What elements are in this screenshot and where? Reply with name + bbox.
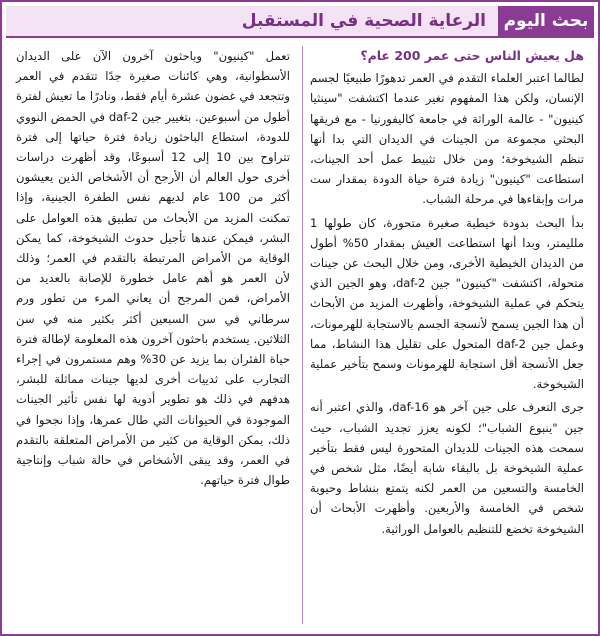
column-divider (302, 46, 303, 624)
paragraph: بدأ البحث بدودة خيطية صغيرة متحورة، كان طولها 1 ملليمتر، وبدا أنها استطاعت العيش بمقدار 50% أطول من الديدان الخيطية الأخرى، ومن خلال البحث عن جينات متحولة، اكتشفت "كينيون" جين daf-2، وهو الجين الذي يتحكم في عملية الشيخوخة، وأظهرت المزيد من الأبحاث أن هذا الجين يسمح لأنسجة الجسم بالاستجابة للهرمونات، وعمل جين daf-2 المتحول على تقليل هذا النشاط، مما جعل الأنسجة أقل استجابة للهرمونات وسمح بتأخير عملية الشيخوخة. (310, 215, 584, 392)
paragraph: تعمل "كينيون" وباحثون آخرون الآن على الديدان الأسطوانية، وهي كائنات صغيرة جدًا تتقدم في العمر وتتجعد في غضون عشرة أيام فقط، ونادرًا ما تعيش لفترة أطول من أسبوعين. بتغيير جين daf-2 في الحمض النووي للدودة، استطاع الباحثون زيادة فترة حياتها إلى فترة تتراوح بين 10 إلى 12 أسبوعًا، وقد أظهرت دراسات أخرى حول العالم أن الأرجح أن الأشخاص الذين يعيشون أكثر من 100 عام لديهم نفس الطفرة الجينية، وإذا تمكنت المزيد من الأبحاث من تطبيق هذه العوامل على البشر، فيمكن عندها تأجيل حدوث الشيخوخة، كما يمكن الوقاية من الأمراض المرتبطة بالتقدم في العمر؛ وذلك لأن العمر هو أهم عامل خطورة للإصابة بالعديد من الأمراض، فمن المرجح أن يعاني المرء من تطور ورم سرطاني في سن السبعين أكثر بكثير منه في سن الثلاثين. يستخدم باحثون آخرون هذه المعلومة لإطالة فترة حياة الفئران بما يزيد عن 30% وهم مستمرون في إجراء التجارب على ثدييات أخرى لديها جينات مماثلة للبشر، هدفهم في ذلك هو تطوير أدوية لها نفس تأثير الجينات الموجودة في الحيوانات التي طال عمرها، وإذا نجحوا في ذلك، يمكن الوقاية من كثير من الأمراض المتعلقة بالتقدم في العمر، وقد يبقى الأشخاص في حالة شباب وإنتاجية طوال فترة حياتهم. (16, 49, 291, 488)
paragraph: جرى التعرف على جين آخر هو daf-16، والذي اعتبر أنه جين "ينبوع الشباب"؛ لكونه يعزز تجديد الشباب، حيث سمحت هذه الجينات للديدان المتحورة ليس فقط بتأخير عملية الشيخوخة بل بالبقاء شابة أيضًا، مثل شخص في الخامسة والتسعين من العمر لكنه يتمتع بنشاط وحيوية شخص في الخامسة والأربعين. وأظهرت الأبحاث أن الشيخوخة تخضع للتنظيم بالعوامل الوراثية. (310, 400, 585, 536)
left-column (8, 46, 298, 626)
article-question-heading: هل يعيش الناس حتى عمر 200 عام؟ (360, 48, 584, 63)
right-column (302, 46, 592, 626)
section-label: بحث اليوم (498, 6, 594, 36)
section-title: الرعاية الصحية في المستقبل (241, 11, 486, 31)
section-header (6, 6, 594, 38)
paragraph: لطالما اعتبر العلماء التقدم في العمر تدهورًا طبيعيًا لجسم الإنسان، ولكن هذا المفهوم تغير عندما اكتشفت "سينثيا كينيون" - عالمة الوراثة في جامعة كاليفورنيا - مع فريقها البحثي مجموعة من الجينات في الديدان التي بدا أنها تنظم الشيخوخة؛ ومن خلال تثبيط عمل أحد الجينات، استطاعت "كينيون" زيادة فترة حياة الدودة بمقدار ست مرات وإبقاءها في مرحلة الشباب. (310, 71, 584, 207)
